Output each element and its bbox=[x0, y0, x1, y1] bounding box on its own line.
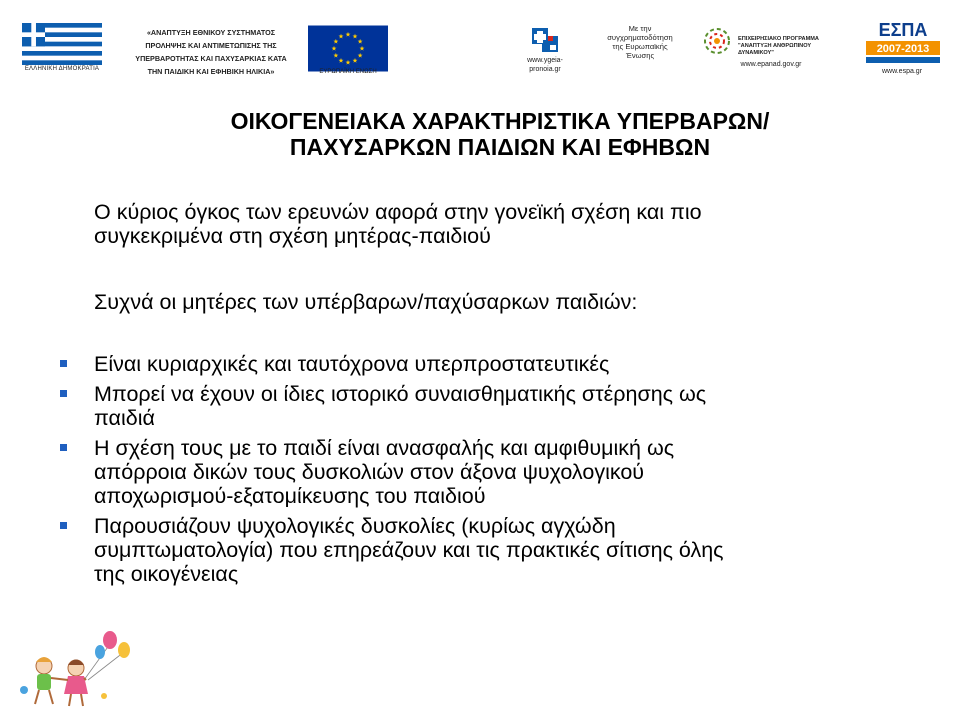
program-title-line: «ΑΝΑΠΤΥΞΗ ΕΘΝΙΚΟΥ ΣΥΣΤΗΜΑΤΟΣ bbox=[146, 28, 276, 37]
espa-word: ΕΣΠΑ bbox=[878, 20, 928, 40]
espa-logo bbox=[858, 18, 948, 66]
epanad-program-name bbox=[738, 36, 848, 57]
intro-line: Ο κύριος όγκος των ερευνών αφορά στην γονεϊκή σχέση και πιο bbox=[94, 200, 702, 224]
bullet-line: Η σχέση τους με το παιδί είναι ανασφαλής και αμφιθυμική ως bbox=[94, 436, 675, 460]
square-bullet-icon bbox=[60, 444, 67, 451]
epanad-emblem-logo bbox=[697, 24, 737, 58]
bullet-item bbox=[60, 352, 900, 376]
intro-line: συγκεκριμένα στη σχέση μητέρας-παιδιού bbox=[94, 224, 491, 248]
flag-caption: ΕΛΛΗΝΙΚΗ ΔΗΜΟΚΡΑΤΙΑ bbox=[24, 66, 100, 72]
ministry-url-line: www.ygeia- bbox=[527, 57, 563, 64]
cofund-line: της Ευρωπαϊκής bbox=[612, 42, 668, 51]
ministry-cross-logo bbox=[528, 26, 562, 54]
square-bullet-icon bbox=[60, 390, 67, 397]
bullet-line: συμπτωματολογία) που επηρεάζουν και τις πρακτικές σίτισης όλης bbox=[94, 538, 724, 562]
program-title-line: ΥΠΕΡΒΑΡΟΤΗΤΑΣ ΚΑΙ ΠΑΧΥΣΑΡΚΙΑΣ ΚΑΤΑ bbox=[135, 54, 287, 63]
ministry-url-line: pronoia.gr bbox=[529, 66, 561, 73]
bullet-list bbox=[60, 352, 900, 592]
cofund-line: Με την bbox=[628, 24, 652, 33]
intro-paragraph bbox=[94, 200, 894, 248]
espa-url: www.espa.gr bbox=[881, 68, 923, 75]
cofunding-text bbox=[590, 24, 690, 60]
title-line: ΠΑΧΥΣΑΡΚΩΝ ΠΑΙΔΙΩΝ ΚΑΙ ΕΦΗΒΩΝ bbox=[289, 134, 711, 160]
greek-flag-logo bbox=[22, 23, 102, 65]
espa-years: 2007-2013 bbox=[876, 43, 930, 55]
bullet-line: Μπορεί να έχουν οι ίδιες ιστορικό συναισθηματικής στέρησης ως bbox=[94, 382, 707, 406]
program-title-line: ΤΗΝ ΠΑΙΔΙΚΗ ΚΑΙ ΕΦΗΒΙΚΗ ΗΛΙΚΙΑ» bbox=[147, 67, 275, 76]
epanad-name-line: ΕΠΙΧΕΙΡΗΣΙΑΚΟ ΠΡΟΓΡΑΜΜΑ bbox=[738, 36, 819, 42]
eu-flag-logo bbox=[308, 22, 388, 75]
title-line: ΟΙΚΟΓΕΝΕΙΑΚΑ ΧΑΡΑΚΤΗΡΙΣΤΙΚΑ ΥΠΕΡΒΑΡΩΝ/ bbox=[230, 108, 770, 134]
bullet-line: αποχωρισμού-εξατομίκευσης του παιδιού bbox=[94, 484, 486, 508]
square-bullet-icon bbox=[60, 522, 67, 529]
square-bullet-icon bbox=[60, 360, 67, 367]
bullet-item bbox=[60, 382, 900, 430]
ministry-url bbox=[510, 56, 580, 74]
bullet-item bbox=[60, 514, 900, 586]
bullet-line: της οικογένειας bbox=[94, 562, 239, 586]
bullet-line: παιδιά bbox=[94, 406, 155, 430]
cofund-line: Ένωσης bbox=[625, 51, 655, 60]
subheading: Συχνά οι μητέρες των υπέρβαρων/παχύσαρκων παιδιών: bbox=[94, 290, 638, 314]
program-title bbox=[118, 26, 304, 78]
children-with-balloons-illustration bbox=[14, 630, 134, 710]
eu-caption: ΕΥΡΩΠΑΪΚΗ ΕΝΩΣΗ bbox=[319, 69, 377, 75]
bullet-line: Παρουσιάζουν ψυχολογικές δυσκολίες (κυρίως αγχώδη bbox=[94, 514, 616, 538]
bullet-line: απόρροια δικών τους δυσκολιών στον άξονα ψυχολογικού bbox=[94, 460, 645, 484]
program-title-line: ΠΡΟΛΗΨΗΣ ΚΑΙ ΑΝΤΙΜΕΤΩΠΙΣΗΣ ΤΗΣ bbox=[145, 41, 277, 50]
cofund-line: συγχρηματοδότηση bbox=[607, 33, 673, 42]
bullet-item bbox=[60, 436, 900, 508]
epanad-url: www.epanad.gov.gr bbox=[740, 61, 802, 68]
slide-title bbox=[120, 108, 880, 160]
bullet-line: Είναι κυριαρχικές και ταυτόχρονα υπερπροστατευτικές bbox=[94, 352, 610, 376]
epanad-name-line: "ΑΝΑΠΤΥΞΗ ΑΝΘΡΩΠΙΝΟΥ ΔΥΝΑΜΙΚΟΥ" bbox=[738, 43, 812, 56]
